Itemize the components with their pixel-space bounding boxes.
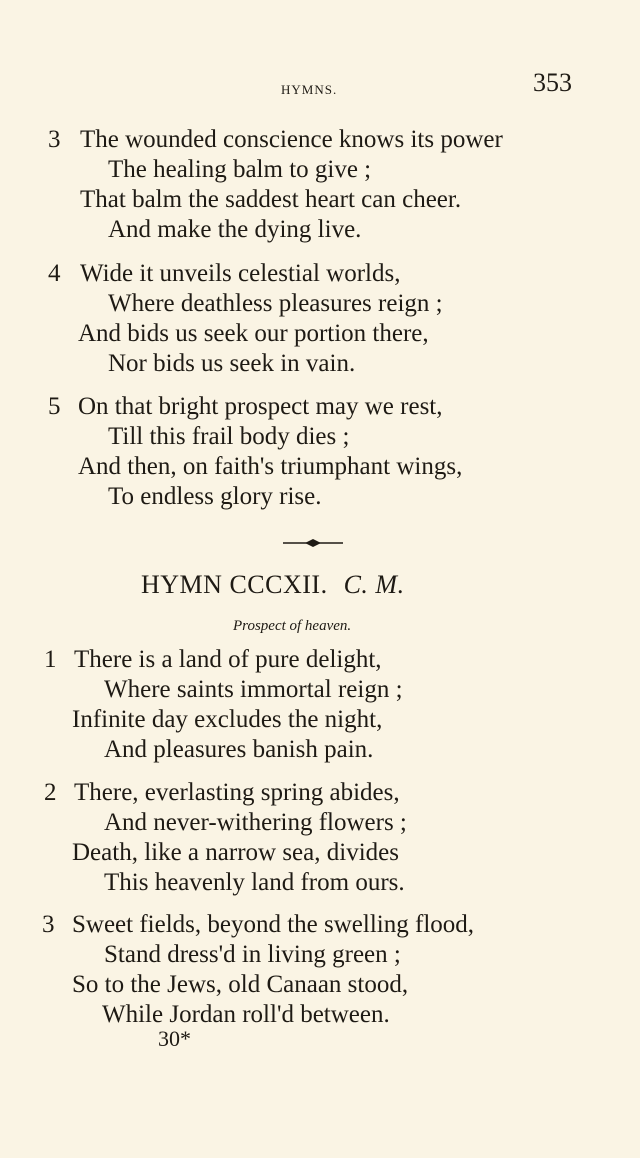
verse-line: Till this frail body dies ; bbox=[108, 423, 350, 450]
stanza-number: 1 bbox=[44, 646, 57, 673]
verse-line: And then, on faith's triumphant wings, bbox=[78, 453, 463, 480]
verse-line: And never-withering flowers ; bbox=[104, 809, 407, 836]
verse-line: And pleasures banish pain. bbox=[104, 736, 374, 763]
verse-line: Death, like a narrow sea, divides bbox=[72, 839, 399, 866]
verse-line: To endless glory rise. bbox=[108, 483, 322, 510]
verse-line: Infinite day excludes the night, bbox=[72, 706, 383, 733]
verse-line: Nor bids us seek in vain. bbox=[108, 350, 356, 377]
verse-line: That balm the saddest heart can cheer. bbox=[80, 186, 462, 213]
verse-line: There, everlasting spring abides, bbox=[74, 779, 400, 806]
verse-line: There is a land of pure delight, bbox=[74, 646, 382, 673]
verse-line: Where deathless pleasures reign ; bbox=[108, 290, 443, 317]
page-number: 353 bbox=[533, 68, 572, 97]
verse-line: Where saints immortal reign ; bbox=[104, 676, 403, 703]
hymn-number-title: HYMN CCCXII. bbox=[141, 570, 328, 599]
hymn-subtitle: Prospect of heaven. bbox=[233, 618, 352, 634]
running-head: HYMNS. bbox=[281, 82, 338, 97]
verse-line: Stand dress'd in living green ; bbox=[104, 941, 401, 968]
verse-line: On that bright prospect may we rest, bbox=[78, 393, 443, 420]
stanza-number: 2 bbox=[44, 779, 57, 806]
stanza-number: 3 bbox=[42, 911, 55, 938]
verse-line: While Jordan roll'd between. bbox=[102, 1001, 390, 1028]
verse-line: This heavenly land from ours. bbox=[104, 869, 405, 896]
verse-line: Wide it unveils celestial worlds, bbox=[80, 260, 401, 287]
signature-mark: 30* bbox=[158, 1026, 191, 1051]
verse-line: The wounded conscience knows its power bbox=[80, 126, 503, 153]
hymn-title bbox=[141, 570, 405, 600]
stanza-number: 5 bbox=[48, 393, 61, 420]
ornament-divider-icon bbox=[283, 537, 343, 549]
verse-line: Sweet fields, beyond the swelling flood, bbox=[72, 911, 475, 938]
stanza-number: 3 bbox=[48, 126, 61, 153]
verse-line: So to the Jews, old Canaan stood, bbox=[72, 971, 409, 998]
verse-line: And make the dying live. bbox=[108, 216, 362, 243]
verse-line: And bids us seek our portion there, bbox=[78, 320, 429, 347]
verse-line: The healing balm to give ; bbox=[108, 156, 372, 183]
hymn-meter: C. M. bbox=[343, 570, 405, 599]
stanza-number: 4 bbox=[48, 260, 61, 287]
